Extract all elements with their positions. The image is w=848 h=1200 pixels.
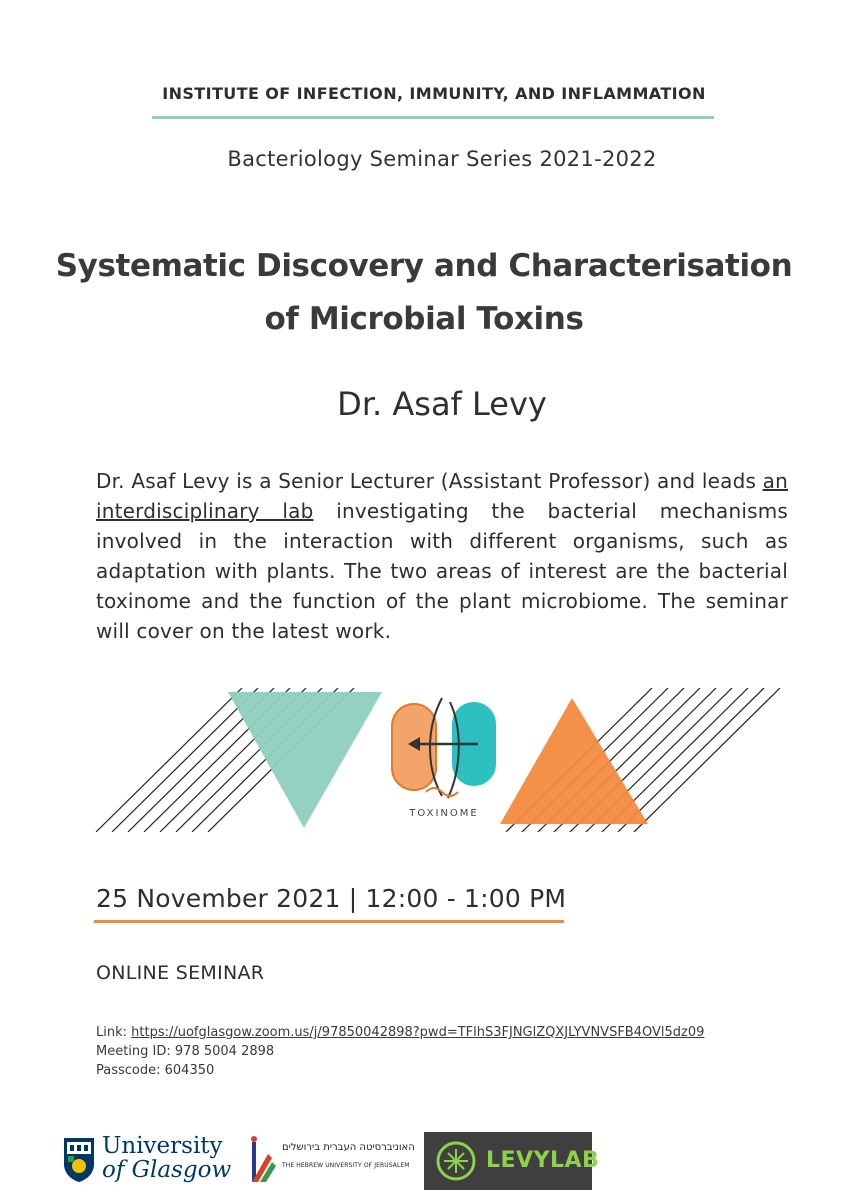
- series-title: Bacteriology Seminar Series 2021-2022: [227, 147, 657, 171]
- toxinome-label: TOXINOME: [409, 808, 479, 819]
- event-date-time: 25 November 2021 | 12:00 - 1:00 PM: [96, 884, 567, 913]
- lab-link[interactable]: an interdisciplinary lab: [96, 469, 788, 523]
- event-format: ONLINE SEMINAR: [96, 962, 265, 984]
- glasgow-name-line-2: of Glasgow: [102, 1157, 232, 1183]
- huji-hebrew-name: האוניברסיטה העברית בירושלים: [282, 1142, 415, 1153]
- meeting-id: Meeting ID: 978 5004 2898: [96, 1044, 275, 1059]
- speaker-name: Dr. Asaf Levy: [337, 385, 547, 423]
- talk-title-line-1: Systematic Discovery and Characterisation: [55, 248, 793, 284]
- huji-emblem-icon: [246, 1134, 278, 1188]
- zoom-link[interactable]: https://uofglasgow.zoom.us/j/97850042898?pwd=TFlhS3FJNGlZQXJLYVNVSFB4OVl5dz09: [131, 1025, 705, 1040]
- hebrew-university-logo: [246, 1134, 416, 1188]
- speaker-bio: [96, 466, 788, 646]
- levylab-emblem-icon: [434, 1140, 478, 1182]
- levylab-logo: [424, 1132, 600, 1190]
- glasgow-name-line-1: University: [102, 1133, 223, 1159]
- glasgow-logo: [62, 1134, 232, 1188]
- toxinome-logo: [392, 698, 496, 798]
- glasgow-crest-icon: [62, 1136, 96, 1182]
- teal-triangle: [228, 692, 382, 828]
- date-divider: [94, 920, 564, 923]
- bio-text-start: Dr. Asaf Levy is a Senior Lecturer (Assistant Professor) and leads: [96, 469, 763, 493]
- levylab-wordmark: LEVYLAB: [486, 1148, 600, 1173]
- heading-divider: [152, 116, 714, 119]
- passcode: Passcode: 604350: [96, 1063, 215, 1078]
- meeting-details: [96, 1023, 704, 1080]
- institute-heading: INSTITUTE OF INFECTION, IMMUNITY, AND INFLAMMATION: [162, 84, 706, 103]
- huji-english-name: THE HEBREW UNIVERSITY OF JERUSALEM: [282, 1162, 410, 1169]
- talk-title: [40, 240, 808, 346]
- talk-title-line-2: of Microbial Toxins: [264, 301, 584, 337]
- zoom-link-row: [96, 1023, 704, 1042]
- bio-text-end: investigating the bacterial mechanisms involved in the interaction with different organisms, such as adaptation with plants. The two areas of interest are the bacterial toxinome and the function of the plant microbiome. The seminar will cover on the latest work.: [96, 499, 789, 643]
- link-label: Link:: [96, 1025, 132, 1040]
